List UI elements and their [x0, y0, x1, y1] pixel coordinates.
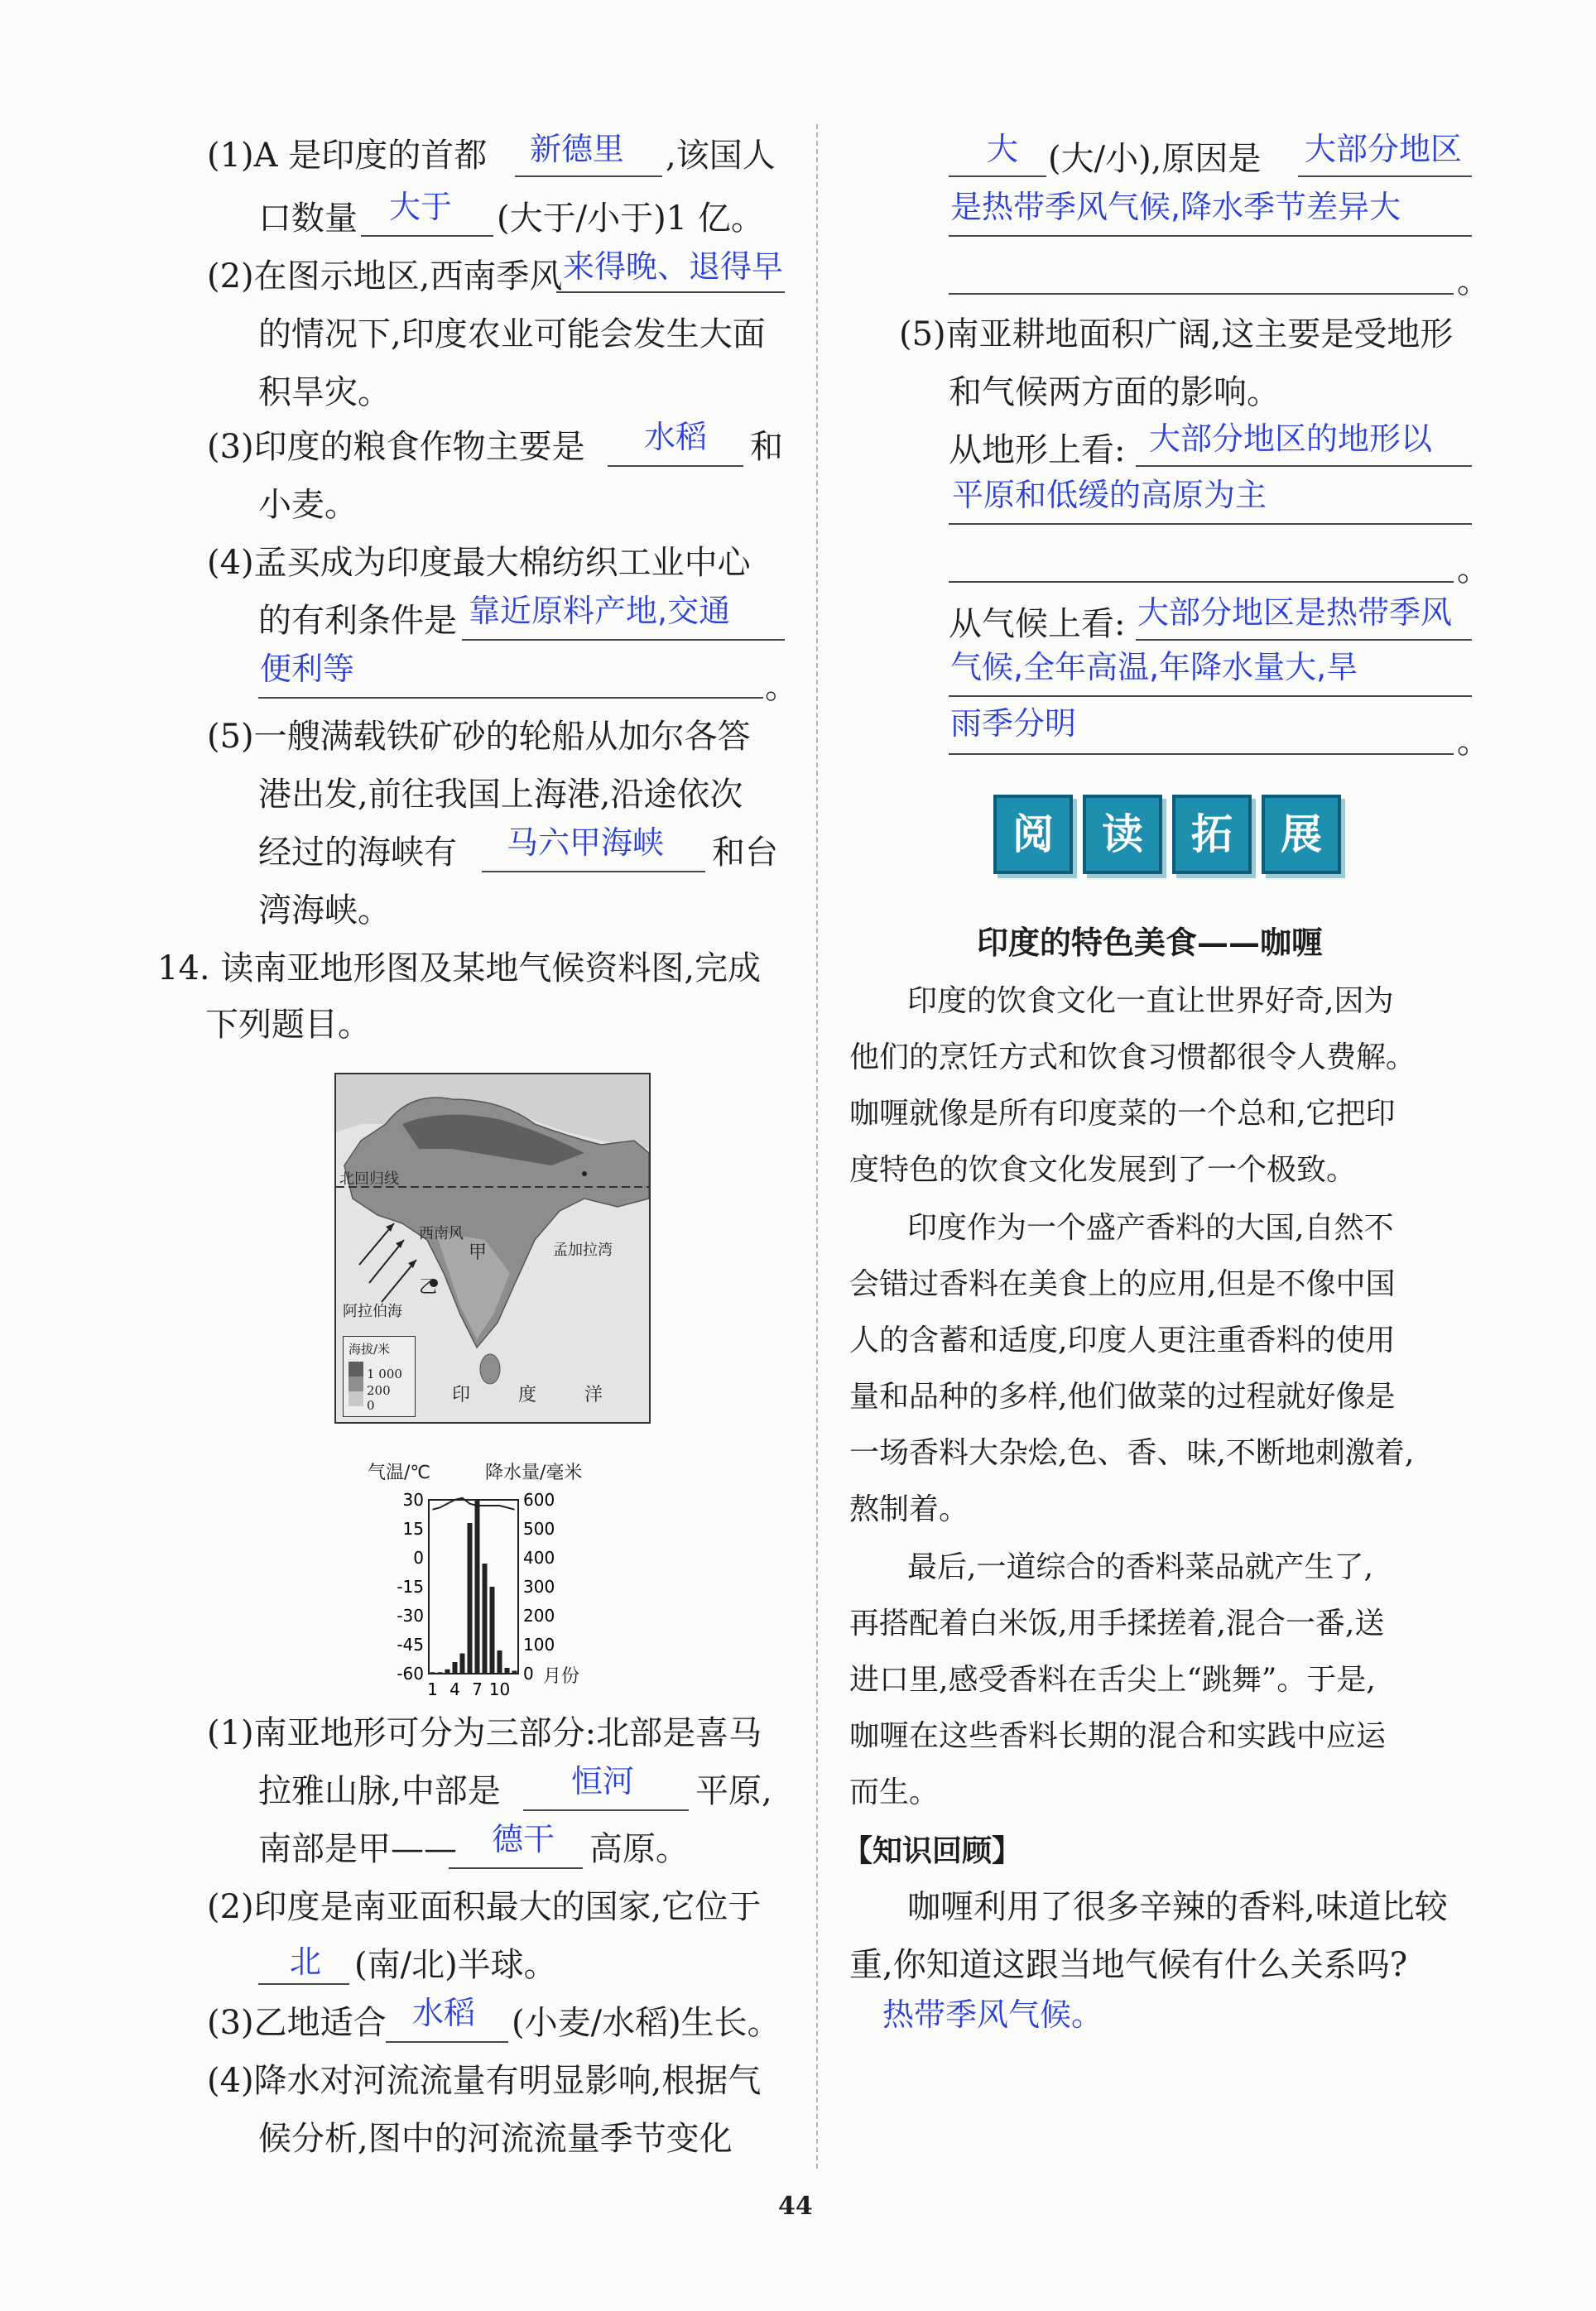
para2-line: 一场香料大杂烩,色、香、味,不断地刺激着, [849, 1436, 1415, 1470]
q14-1-line1: (1)南亚地形可分为三部分:北部是喜马 [207, 1714, 762, 1752]
q14-4-answer-size: 大 [987, 131, 1019, 167]
temp-tick-label: -60 [397, 1664, 424, 1684]
para3-line: 而生。 [849, 1775, 940, 1809]
section-title-char: 展 [1262, 795, 1341, 874]
para1-line: 度特色的饮食文化发展到了一个极致。 [849, 1153, 1357, 1187]
q13-5-line3b: 和台 [712, 834, 778, 872]
precipitation-bar [498, 1650, 502, 1674]
article-title: 印度的特色美食——咖喱 [977, 924, 1324, 961]
answer-line [608, 465, 743, 467]
answer-line [949, 753, 1454, 755]
column-divider [816, 124, 818, 2169]
q13-1-answer-capital: 新德里 [530, 131, 625, 167]
chart-right-axis-label: 降水量/毫米 [485, 1463, 583, 1483]
temp-tick-label: -30 [397, 1606, 424, 1626]
q13-1-answer-population: 大于 [389, 189, 453, 225]
map-label-jia: 甲 [469, 1242, 488, 1263]
temp-tick-label: 30 [402, 1490, 424, 1510]
para1-line: 咖喱就像是所有印度菜的一个总和,它把印 [849, 1097, 1396, 1131]
para2-line: 人的含蓄和适度,印度人更注重香料的使用 [849, 1324, 1396, 1357]
south-asia-map [334, 1073, 651, 1424]
answer-line [949, 293, 1454, 295]
q13-4-line2: 的有利条件是 [258, 602, 457, 640]
precip-tick-label: 600 [523, 1490, 555, 1510]
review-question-line: 咖喱利用了很多辛辣的香料,味道比较 [907, 1888, 1448, 1926]
map-label-arabian-sea: 阿拉伯海 [343, 1303, 402, 1320]
para3-line: 咖喱在这些香料长期的混合和实践中应运 [849, 1719, 1387, 1753]
legend-title: 海拔/米 [349, 1342, 391, 1357]
q13-1-line1: (1)A 是印度的首都 [207, 137, 488, 175]
para2-line: 熬制着。 [849, 1492, 969, 1526]
q14-5-line2: 和气候两方面的影响。 [949, 373, 1280, 411]
q13-5-line2: 港出发,前往我国上海港,沿途依次 [258, 776, 743, 814]
precip-tick-label: 300 [523, 1577, 555, 1597]
q13-4-answer1: 靠近原料产地,交通 [469, 593, 731, 629]
precipitation-bar [475, 1500, 480, 1674]
q13-2-answer: 来得晚、退得早 [563, 248, 784, 285]
answer-line [386, 2041, 508, 2043]
map-label-indian-ocean-2: 度 [518, 1385, 537, 1405]
section-title-char: 拓 [1172, 795, 1252, 874]
q14-3-answer: 水稻 [412, 1995, 476, 2031]
q13-4-line1: (4)孟买成为印度最大棉纺织工业中心 [207, 544, 751, 582]
q14-5-end1: 。 [1457, 550, 1490, 589]
q13-5-line3a: 经过的海峡有 [258, 834, 457, 872]
temp-tick-label: -45 [397, 1635, 424, 1655]
month-tick-label: 10 [488, 1679, 511, 1699]
q13-1-comma: ,该国人 [666, 137, 776, 175]
answer-line [462, 639, 785, 641]
q13-3-line1a: (3)印度的粮食作物主要是 [207, 428, 585, 466]
precipitation-bar [468, 1523, 473, 1674]
map-legend [343, 1336, 416, 1417]
answer-line [1136, 465, 1472, 467]
answer-line [361, 235, 493, 237]
q14-1-line3b: 高原。 [589, 1830, 689, 1868]
q13-1-line2a: 口数量 [258, 199, 358, 238]
precip-tick-label: 0 [523, 1664, 534, 1684]
para1-line: 他们的烹饪方式和饮食习惯都很令人费解。 [849, 1040, 1416, 1074]
temp-tick-label: 15 [402, 1519, 424, 1539]
para3-line: 再搭配着白米饭,用手揉搓着,混合一番,送 [849, 1607, 1385, 1641]
section-title-char: 读 [1083, 795, 1162, 874]
q13-2-line2: 的情况下,印度农业可能会发生大面 [258, 315, 766, 353]
precipitation-bar [505, 1668, 510, 1674]
legend-swatch-high [349, 1362, 363, 1377]
q14-5-climate-answer1: 大部分地区是热带季风 [1137, 594, 1453, 631]
q14-3-line1a: (3)乙地适合 [207, 2004, 387, 2042]
q14-4-line2: 候分析,图中的河流流量季节变化 [258, 2120, 733, 2158]
q14-2-line1: (2)印度是南亚面积最大的国家,它位于 [207, 1888, 762, 1926]
precip-tick-label: 400 [523, 1548, 555, 1568]
q14-4-line1: (4)降水对河流流量有明显影响,根据气 [207, 2062, 762, 2100]
legend-swatch-mid [349, 1377, 363, 1391]
chart-left-axis-label: 气温/℃ [368, 1463, 431, 1483]
q14-5-terrain-label: 从地形上看: [949, 431, 1126, 469]
chart-plot [373, 1467, 621, 1715]
q14-5-end2: 。 [1457, 723, 1490, 761]
answer-line [949, 523, 1472, 525]
precipitation-bar [460, 1654, 465, 1674]
q13-5-line1: (5)一艘满载铁矿砂的轮船从加尔各答 [207, 718, 751, 756]
q14-4-end: 。 [1457, 262, 1490, 300]
answer-line [949, 175, 1046, 177]
q14-4-answer-reason1: 大部分地区 [1305, 131, 1463, 167]
q14-3-line1b: (小麦/水稻)生长。 [512, 2004, 781, 2042]
precipitation-bar [483, 1564, 488, 1674]
q14-4-mid: (大/小),原因是 [1048, 140, 1262, 178]
answer-line [523, 1809, 689, 1811]
precipitation-bar [512, 1671, 517, 1674]
q14-5-climate-answer3: 雨季分明 [950, 705, 1077, 742]
q14-1-line2a: 拉雅山脉,中部是 [258, 1772, 501, 1810]
review-answer: 热带季风气候。 [882, 1996, 1103, 2033]
q13-2-line1: (2)在图示地区,西南季风 [207, 257, 563, 295]
precip-tick-label: 500 [523, 1519, 555, 1539]
q13-3-answer: 水稻 [644, 419, 708, 455]
map-label-indian-ocean-1: 印 [452, 1385, 471, 1405]
temp-tick-label: -15 [397, 1577, 424, 1597]
q14-5-climate-label: 从气候上看: [949, 605, 1126, 643]
map-label-southwest-wind: 西南风 [419, 1225, 464, 1242]
q14-5-climate-answer2: 气候,全年高温,年降水量大,旱 [950, 649, 1358, 685]
precipitation-bar [453, 1662, 458, 1674]
para1-line: 印度的饮食文化一直让世界好奇,因为 [907, 984, 1394, 1018]
answer-line [482, 871, 705, 872]
q14-5-line1: (5)南亚耕地面积广阔,这主要是受地形 [899, 315, 1454, 353]
para3-line: 进口里,感受香料在舌尖上“跳舞”。于是, [849, 1663, 1376, 1697]
q13-5-answer: 马六甲海峡 [507, 824, 665, 861]
q14-4-answer-reason2: 是热带季风气候,降水季节差异大 [950, 189, 1401, 225]
para2-line: 印度作为一个盛产香料的大国,自然不 [907, 1211, 1394, 1245]
answer-line [949, 695, 1472, 697]
legend-item: 0 [367, 1398, 375, 1413]
q14-1-line2b: 平原, [695, 1772, 772, 1810]
precipitation-bar [430, 1672, 435, 1674]
q14-5-terrain-answer1: 大部分地区的地形以 [1149, 420, 1433, 457]
answer-line [1298, 175, 1472, 177]
answer-line [1136, 639, 1472, 641]
legend-item: 200 [367, 1383, 391, 1398]
section-title-char: 阅 [993, 795, 1073, 874]
q14-line1: 14. 读南亚地形图及某地气候资料图,完成 [157, 949, 762, 987]
temp-tick-label: 0 [413, 1548, 424, 1568]
page-number: 44 [778, 2192, 813, 2221]
q13-4-end: 。 [765, 668, 798, 706]
q14-1-answer-plateau: 德干 [492, 1821, 555, 1857]
q14-2-line2: (南/北)半球。 [354, 1946, 557, 1984]
legend-item: 1 000 [367, 1367, 402, 1381]
answer-line [449, 1867, 583, 1869]
q14-5-terrain-answer2: 平原和低缓的高原为主 [952, 477, 1267, 513]
precipitation-bar [490, 1587, 495, 1674]
q14-1-line3a: 南部是甲—— [258, 1830, 457, 1868]
para2-line: 量和品种的多样,他们做菜的过程就好像是 [849, 1380, 1396, 1414]
climate-chart [368, 1463, 621, 1715]
answer-line [556, 291, 785, 293]
q13-2-line3: 积旱灾。 [258, 373, 391, 411]
precipitation-bar [438, 1672, 443, 1674]
precip-tick-label: 200 [523, 1606, 555, 1626]
map-label-tropic: 北回归线 [339, 1170, 399, 1188]
q14-1-answer-plain: 恒河 [571, 1763, 635, 1799]
review-question-line: 重,你知道这跟当地气候有什么关系吗? [849, 1946, 1408, 1984]
answer-line [949, 235, 1472, 237]
review-title: 【知识回顾】 [843, 1833, 1022, 1868]
q13-3-line2: 小麦。 [258, 486, 358, 524]
q13-4-answer2: 便利等 [260, 651, 355, 687]
answer-line [949, 581, 1454, 583]
map-label-yi: 乙 [419, 1277, 438, 1298]
para2-line: 会错过香料在美食上的应用,但是不像中国 [849, 1267, 1396, 1301]
map-label-indian-ocean-3: 洋 [584, 1385, 603, 1405]
month-tick-label: 7 [472, 1679, 483, 1699]
precipitation-bar [445, 1670, 450, 1674]
month-tick-label: 1 [427, 1679, 438, 1699]
chart-xlabel: 月份 [543, 1666, 580, 1687]
legend-swatch-low [349, 1391, 363, 1406]
precip-tick-label: 100 [523, 1635, 555, 1655]
q13-5-line4: 湾海峡。 [258, 891, 391, 930]
answer-line [258, 1983, 349, 1985]
answer-line [515, 175, 662, 177]
para3-line: 最后,一道综合的香料菜品就产生了, [907, 1550, 1373, 1584]
map-label-bay-of-bengal: 孟加拉湾 [553, 1242, 613, 1259]
q14-2-answer: 北 [290, 1943, 322, 1980]
q13-1-line2b: (大于/小于)1 亿。 [497, 199, 764, 238]
chart-frame [429, 1500, 518, 1674]
month-tick-label: 4 [449, 1679, 460, 1699]
q14-line2: 下列题目。 [205, 1006, 371, 1044]
q13-3-line1b: 和 [750, 428, 783, 466]
answer-line [258, 697, 763, 699]
